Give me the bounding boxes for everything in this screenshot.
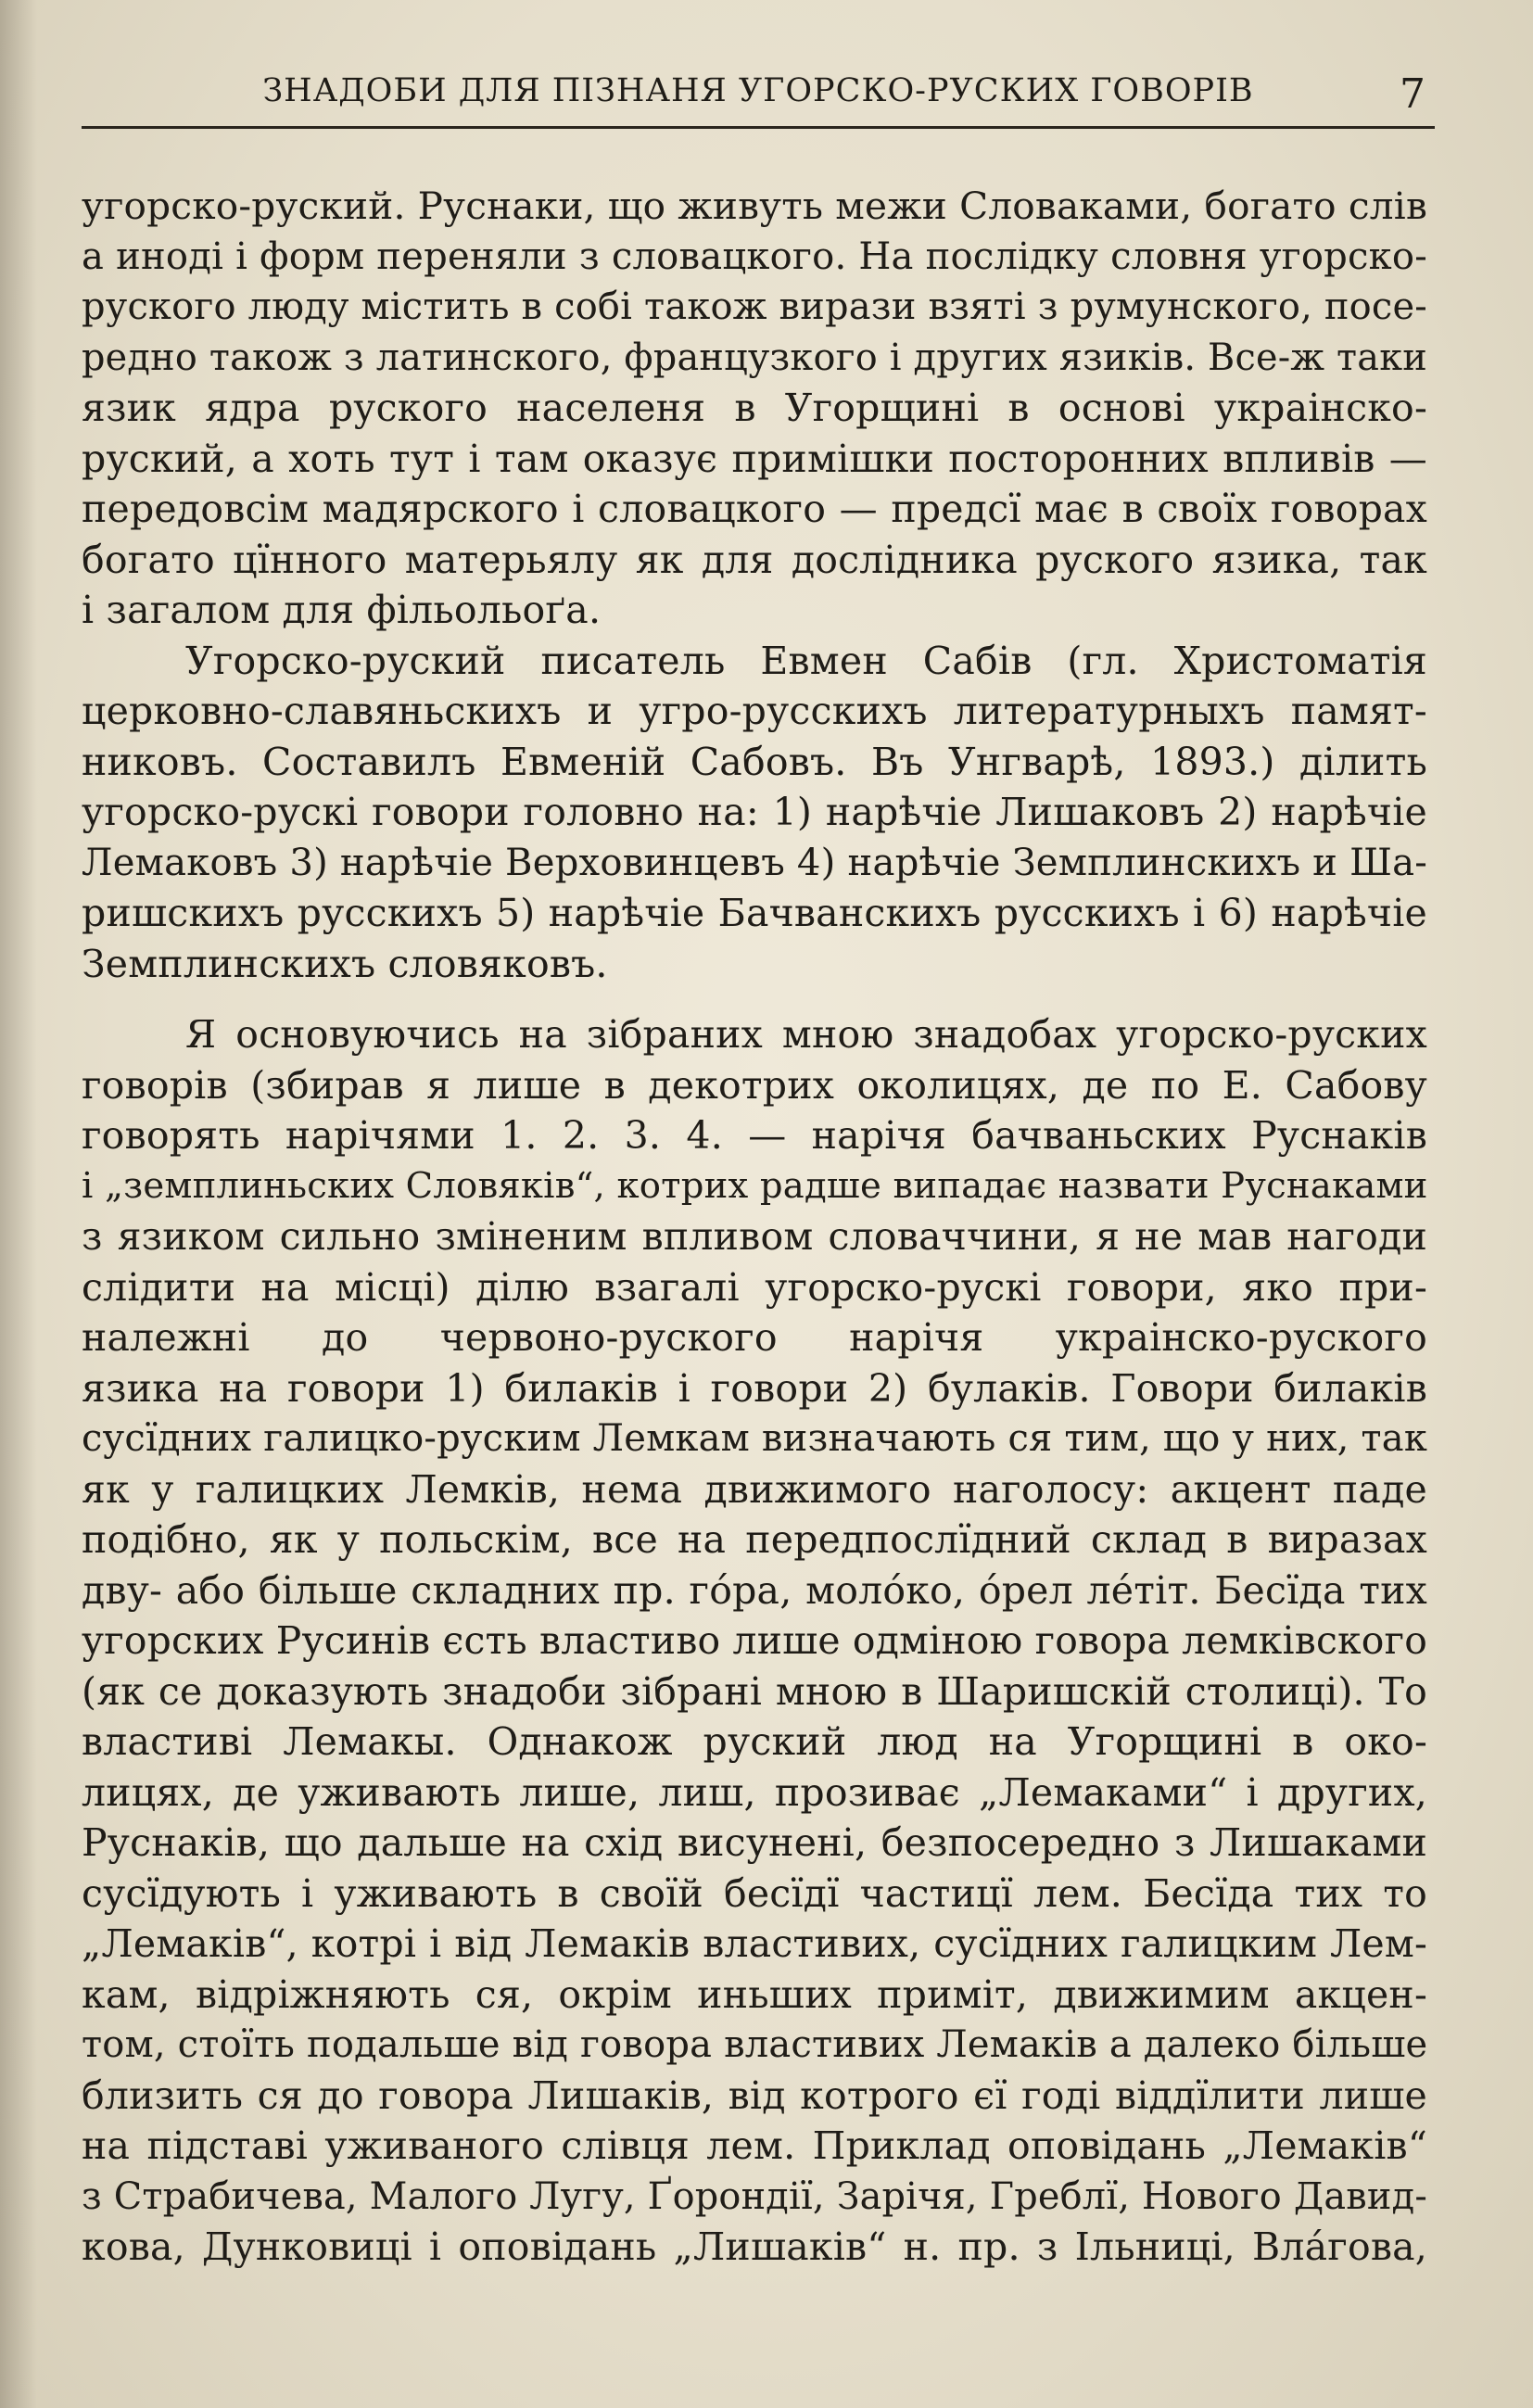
text-line: том, стоїть подальше від говора властивих Лемаків а далеко більше: [82, 2023, 1428, 2066]
text-line: никовъ. Составилъ Евменій Сабовъ. Въ Унгварѣ, 1893.) ділить: [82, 739, 1427, 784]
paragraph: [82, 1009, 1427, 2273]
page-header: [82, 63, 1435, 130]
text-line: і загалом для фільольоґа.: [82, 588, 602, 632]
text-line: Руснаків, що дальше на схід висунені, безпосередно з Лишаками: [82, 1820, 1427, 1865]
running-title: ЗНАДОБИ ДЛЯ ПІЗНАНЯ УГОРСКО-РУСКИХ ГОВОРІВ: [262, 72, 1254, 109]
text-line: богато цїнного матерьялу як для дослідника руского язика, так: [82, 537, 1427, 582]
page-gutter-shadow: [0, 0, 37, 2408]
text-line: кова, Дунковиці і оповідань „Лишаків“ н. пр. з Ільниці, Вла́гова,: [82, 2224, 1427, 2269]
text-line: „Лемаків“, котрі і від Лемаків властивих, сусїдних галицким Лем-: [82, 1921, 1427, 1966]
text-line: (як се доказують знадоби зібрані мною в Шаришскій столиці). То: [82, 1668, 1427, 1714]
text-line: сусїдних галицко-руским Лемкам визначають ся тим, що у них, так: [82, 1417, 1428, 1460]
text-line: як у галицких Лемків, нема движимого наголосу: акцент паде: [82, 1466, 1427, 1512]
text-line: слідити на місці) ділю взагалі угорско-рускі говори, яко при-: [82, 1264, 1427, 1310]
text-line: близить ся до говора Лишаків, від котрого єї годі віддїлити лише: [82, 2072, 1427, 2118]
text-line: з Страбичева, Малого Лугу, Ґорондії, Зарічя, Греблї, Нового Давид-: [82, 2174, 1427, 2218]
text-line: угорско-руский. Руснаки, що живуть межи Словаками, богато слів: [82, 184, 1427, 228]
text-line: руский, а хоть тут і там оказує примішки посторонних впливів —: [82, 436, 1427, 481]
text-line: угорско-рускі говори головно на: 1) нарѣчіе Лишаковъ 2) нарѣчіе: [82, 790, 1427, 834]
text-line: сусїдують і уживають в своїй бесїдї частицї лем. Бесїда тих то: [82, 1870, 1427, 1916]
text-line: подібно, як у польскім, все на передпослїдний склад в виразах: [82, 1517, 1427, 1562]
text-line: говорів (збирав я лише в декотрих околицях, де по Е. Сабову: [82, 1062, 1427, 1108]
text-line: і „земплиньских Словяків“, котрих радше випадає назвати Руснаками: [82, 1164, 1428, 1207]
text-line: язик ядра руского населеня в Угорщині в основі украінско-: [82, 386, 1427, 430]
text-line: з язиком сильно зміненим впливом словаччини, я не мав нагоди: [82, 1214, 1427, 1259]
text-line: дву- або більше складних пр. го́ра, моло́ко, о́рел ле́тіт. Бесїда тих: [82, 1567, 1427, 1613]
header-rule: [82, 126, 1435, 129]
text-line: лицях, де уживають лише, лиш, прозиває „Лемаками“ і других,: [82, 1769, 1427, 1815]
text-line: передовсім мадярского і словацкого — предсї має в своїх говорах: [82, 487, 1427, 531]
page-number: 7: [1400, 70, 1425, 118]
text-body: [82, 181, 1427, 2273]
text-line: говорять нарічями 1. 2. 3. 4. — нарічя бачваньских Руснаків: [82, 1113, 1427, 1158]
paragraph: [82, 636, 1427, 990]
text-line: Лемаковъ 3) нарѣчіе Верховинцевъ 4) нарѣчіе Земплинскихъ и Ша-: [82, 841, 1427, 884]
text-line: кам, відріжняють ся, окрім иньших приміт, движимим акцен-: [82, 1971, 1427, 2017]
text-line: язика на говори 1) билаків і говори 2) булаків. Говори билаків: [82, 1365, 1427, 1411]
paragraph-spacing: [82, 989, 1427, 1009]
text-line: Угорско-руский писатель Евмен Сабів (гл. Христоматія: [185, 638, 1427, 683]
text-line: церковно-славяньскихъ и угро-русскихъ литературныхъ памят-: [82, 689, 1427, 733]
text-line: а иноді і форм переняли з словацкого. На послідку словня угорско-: [82, 234, 1427, 278]
paragraph: [82, 181, 1427, 636]
text-line: Земплинскихъ словяковъ.: [82, 941, 608, 986]
text-line: властиві Лемакы. Однакож руский люд на Угорщині в око-: [82, 1719, 1427, 1764]
text-line: редно також з латинского, французкого і других язиків. Все-ж таки: [82, 336, 1427, 379]
text-line: ришскихъ русскихъ 5) нарѣчіе Бачванскихъ русскихъ і 6) нарѣчіе: [82, 891, 1427, 935]
text-line: руского люду містить в собі також вирази взяті з румунского, посе-: [82, 285, 1427, 328]
text-line: належні до червоно-руского нарічя украінско-руского: [82, 1315, 1427, 1360]
text-line: на підставі уживаного слівця лем. Приклад оповідань „Лемаків“: [82, 2123, 1427, 2168]
text-line: Я основуючись на зібраних мною знадобах угорско-руских: [185, 1012, 1427, 1057]
text-line: угорских Русинів єсть властиво лише одміною говора лемківского: [82, 1618, 1428, 1663]
